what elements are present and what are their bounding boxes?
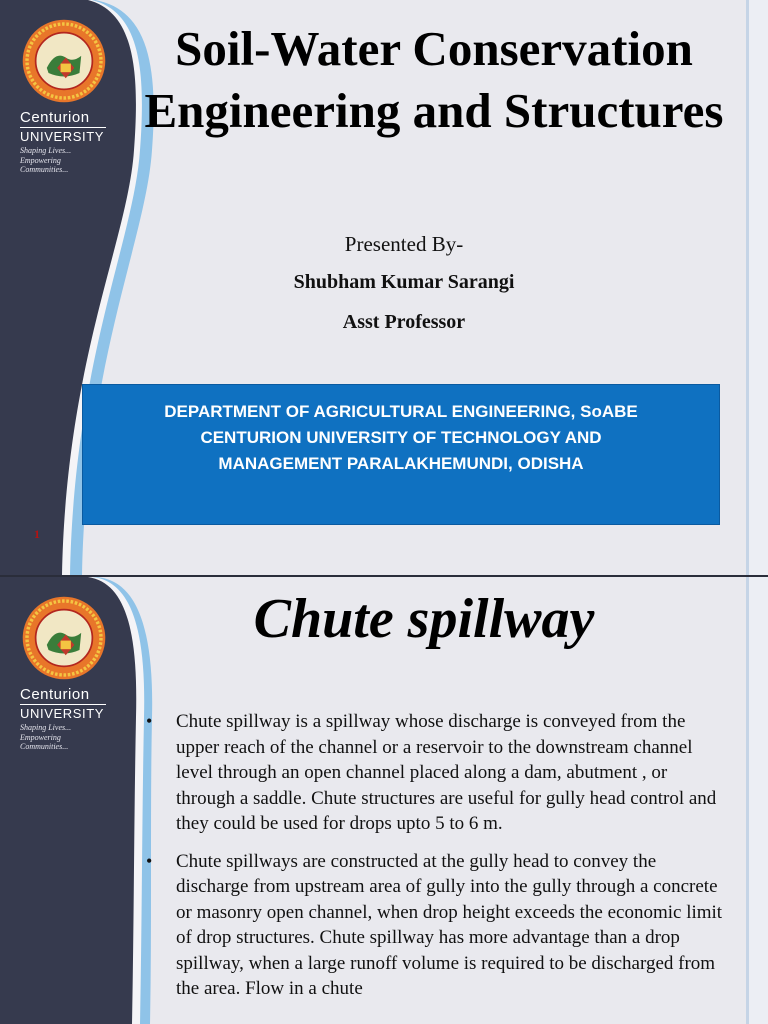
slide-number: 1 — [34, 527, 40, 541]
university-seal-icon — [21, 595, 107, 681]
slide-2 — [0, 577, 768, 1024]
bullet-item: • Chute spillway is a spillway whose discharge is conveyed from the upper reach of the channel or a reservoir to the downstream channel level through an open channel placed along a dam, abutment , or through a saddle. Chute structures are useful for gully head control and they could be used for drops upto 5 to 6 m. — [146, 709, 726, 837]
brand-name-line1: Centurion — [20, 110, 110, 128]
presenter-name: Shubham Kumar Sarangi — [293, 271, 515, 293]
slide-1-title: Soil-Water Conservation Engineering and Structures — [144, 21, 724, 138]
department-line: MANAGEMENT PARALAKHEMUNDI, ODISHA — [218, 454, 584, 473]
tagline-line1: Shaping Lives... — [20, 723, 72, 732]
department-box — [82, 384, 720, 525]
presenter-designation: Asst Professor — [342, 311, 466, 333]
university-logo — [20, 595, 110, 752]
right-edge-strip — [746, 0, 768, 575]
department-line: DEPARTMENT OF AGRICULTURAL ENGINEERING, SoABE — [164, 402, 638, 421]
tagline-line1: Shaping Lives... — [20, 146, 72, 155]
slide-2-title: Chute spillway — [253, 588, 595, 650]
presented-by-label: Presented By- — [344, 232, 464, 256]
bullet-item: • Chute spillways are constructed at the gully head to convey the discharge from upstream area of gully into the gully through a concrete or masonry open channel, when drop height exceeds the economic limit of drop structures. Chute spillway has more advantage than a drop spillway, when a large runoff volume is required to be discharged from the area. Flow in a chute — [146, 849, 726, 1002]
university-logo — [20, 18, 110, 175]
university-seal-icon — [21, 18, 107, 104]
brand-name-line2: UNIVERSITY — [20, 706, 105, 721]
brand-name-line1: Centurion — [20, 687, 110, 705]
tagline-line2: Empowering Communities... — [20, 732, 69, 752]
brand-name-line2: UNIVERSITY — [20, 129, 105, 144]
bullet-list — [146, 709, 726, 1014]
department-line: CENTURION UNIVERSITY OF TECHNOLOGY AND — [200, 428, 602, 447]
right-edge-strip — [746, 577, 768, 1024]
tagline-line2: Empowering Communities... — [20, 155, 69, 175]
